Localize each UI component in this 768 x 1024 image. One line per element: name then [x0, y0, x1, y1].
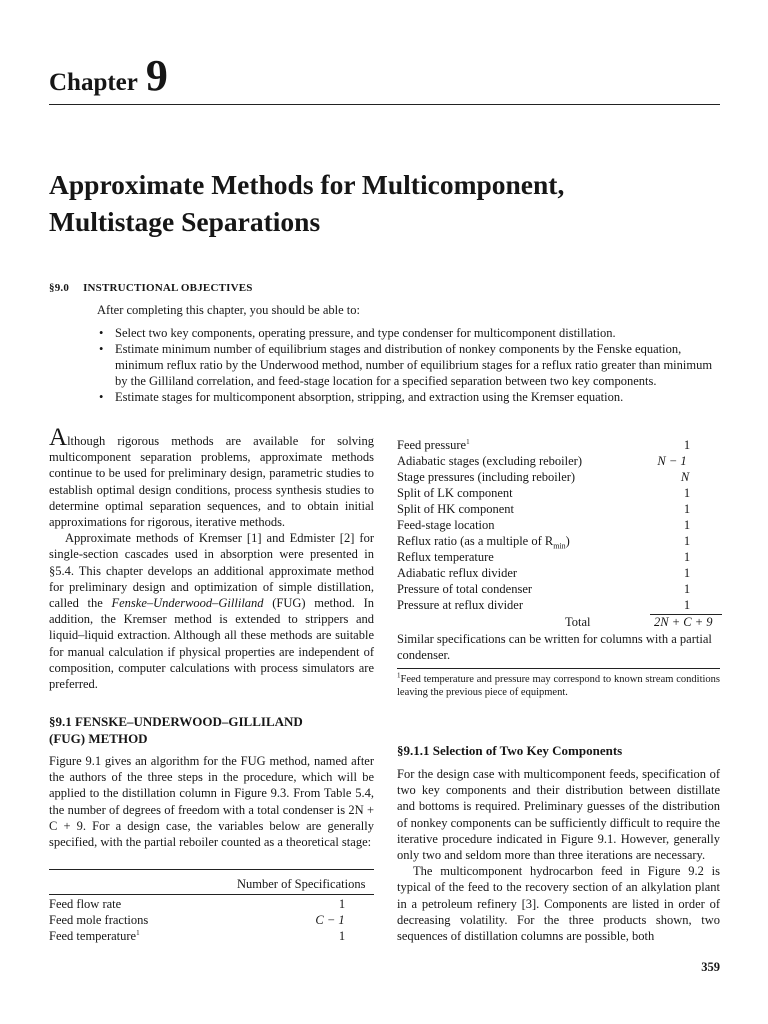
- objectives-section-number: §9.0: [49, 282, 70, 294]
- chapter-title-line-1: Approximate Methods for Multicomponent,: [49, 169, 565, 200]
- spec-row-label: Feed flow rate: [49, 897, 122, 911]
- spec-row-value: 1: [683, 598, 691, 612]
- chapter-rule: [49, 104, 720, 105]
- spec-table-note: Similar specifications can be written for columns with a partial condenser.: [397, 632, 712, 663]
- spec-row-label: Stage pressures (including reboiler): [397, 470, 576, 484]
- objective-item: • Select two key components, operating pressure, and type condenser for multicomponent distillation.: [97, 325, 721, 341]
- intro-paragraph-1: Although rigorous methods are available for solving multicomponent separation problems, approximate methods continue to be used for preliminary design, parametric studies to establish optimal design conditions, process synthesis studies to determine optimal separation sequences, and to obtain initial approximations for rigorous, iterative methods.: [49, 424, 374, 530]
- spec-row-value: N − 1: [657, 454, 687, 468]
- spec-table-top-rule: [49, 869, 374, 870]
- total-value: 2N + C + 9: [654, 615, 713, 629]
- drop-cap: A: [49, 424, 68, 451]
- chapter-title-line-2: Multistage Separations: [49, 206, 321, 237]
- spec-row-label: Adiabatic stages (excluding reboiler): [397, 454, 582, 468]
- objectives-section-title: INSTRUCTIONAL OBJECTIVES: [83, 282, 253, 294]
- objective-item: • Estimate minimum number of equilibrium stages and distribution of nonkey components by the Fenske equation, minimum reflux ratio by the Underwood method, number of equilibrium stages for a reflux ratio greater than minimum by the Gilliland correlation, and feed-stage location for a specified separation between two key components.: [97, 341, 721, 389]
- spec-row-value: 1: [683, 502, 691, 516]
- spec-row-value: 1: [683, 550, 691, 564]
- spec-row-value: 1: [338, 897, 346, 911]
- spec-row-value: 1: [683, 582, 691, 596]
- intro-text: [49, 424, 374, 692]
- spec-row-label: Feed-stage location: [397, 518, 495, 532]
- spec-row-value: 1: [683, 438, 691, 452]
- chapter-number: 9: [145, 51, 168, 100]
- objectives-intro: After completing this chapter, you should be able to:: [97, 303, 360, 317]
- spec-row-label: Adiabatic reflux divider: [397, 566, 518, 580]
- section-9-1-1-paragraph-2: The multicomponent hydrocarbon feed in Figure 9.2 is typical of the feed to the recovery section of an alkylation plant in a petroleum refinery [3]. Components are listed in order of decreasing volatility. For the three products shown, two sequences of distillation columns are possible, both: [397, 864, 720, 944]
- total-label: Total: [565, 615, 591, 629]
- spec-table-header-rule: [49, 894, 374, 895]
- spec-row-value: C − 1: [315, 913, 345, 927]
- spec-row-label: Feed pressure$^1$: [397, 437, 470, 452]
- spec-row-value: 1: [683, 534, 691, 548]
- chapter-heading: [49, 50, 168, 101]
- spec-row-label: Reflux temperature: [397, 550, 494, 564]
- section-9-1-heading: §9.1 FENSKE–UNDERWOOD–GILLILAND (FUG) METHOD: [49, 714, 303, 746]
- spec-row-label: Feed temperature$^1$: [49, 928, 140, 943]
- fug-method-name: Fenske–Underwood–Gilliland: [111, 596, 264, 611]
- spec-row-label: Split of LK component: [397, 486, 513, 500]
- intro-paragraph-2: Approximate methods of Kremser [1] and Edmister [2] for single-section cascades used in absorption were presented in §5.4. This chapter develops an additional approximate method for preliminary design and optimization of simple distillation, called the Fenske–Underwood–Gilliland (FUG) method. In addition, the Kremser method is extended to strippers and liquid–liquid extraction. Although all these methods are suitable for manual calculation if physical properties are independent of composition, computer calculations with process simulators are preferred.: [49, 531, 374, 692]
- spec-row-value: 1: [683, 518, 691, 532]
- chapter-title: [49, 166, 729, 240]
- spec-row-label: Reflux ratio (as a multiple of $R_{min}$): [397, 534, 570, 551]
- spec-row-value: N: [680, 470, 690, 484]
- section-9-1-1-heading: §9.1.1 Selection of Two Key Components: [397, 743, 623, 758]
- spec-row-label: Pressure of total condenser: [397, 582, 533, 596]
- spec-row-value: 1: [338, 929, 346, 943]
- footnote-rule: [397, 668, 720, 669]
- spec-row-label: Feed mole fractions: [49, 913, 149, 927]
- spec-row-label: Pressure at reflux divider: [397, 598, 524, 612]
- objective-item: • Estimate stages for multicomponent absorption, stripping, and extraction using the Kremser equation.: [97, 389, 721, 405]
- spec-row-label: Split of HK component: [397, 502, 515, 516]
- objectives-list: [97, 325, 721, 405]
- section-9-1-1-body: [397, 766, 720, 944]
- spec-table-header: Number of Specifications: [237, 877, 366, 891]
- chapter-label: Chapter: [49, 69, 138, 96]
- footnote: $^1$Feed temperature and pressure may correspond to known stream conditions leaving the previous piece of equipment.: [397, 671, 720, 698]
- section-9-1-body: Figure 9.1 gives an algorithm for the FUG method, named after the authors of the three steps in the procedure, which will be applied to the distillation column in Figure 9.3. From Table 5.4, the number of degrees of freedom with a total condenser is 2N + C + 9. For a design case, the variables below are generally specified, with the partial reboiler counted as a theoretical stage:: [49, 754, 374, 850]
- spec-row-value: 1: [683, 486, 691, 500]
- page-number: 359: [701, 960, 720, 974]
- spec-row-value: 1: [683, 566, 691, 580]
- section-9-1-1-paragraph-1: For the design case with multicomponent feeds, specification of two key components and their distribution between distillate and bottoms is required. Preliminary guesses of the distribution of nonkey components can be sufficiently difficult to require the iterative procedure indicated in Figure 9.1. However, generally only two and seldom more than three iterations are necessary.: [397, 767, 720, 863]
- objectives-heading: [49, 282, 253, 294]
